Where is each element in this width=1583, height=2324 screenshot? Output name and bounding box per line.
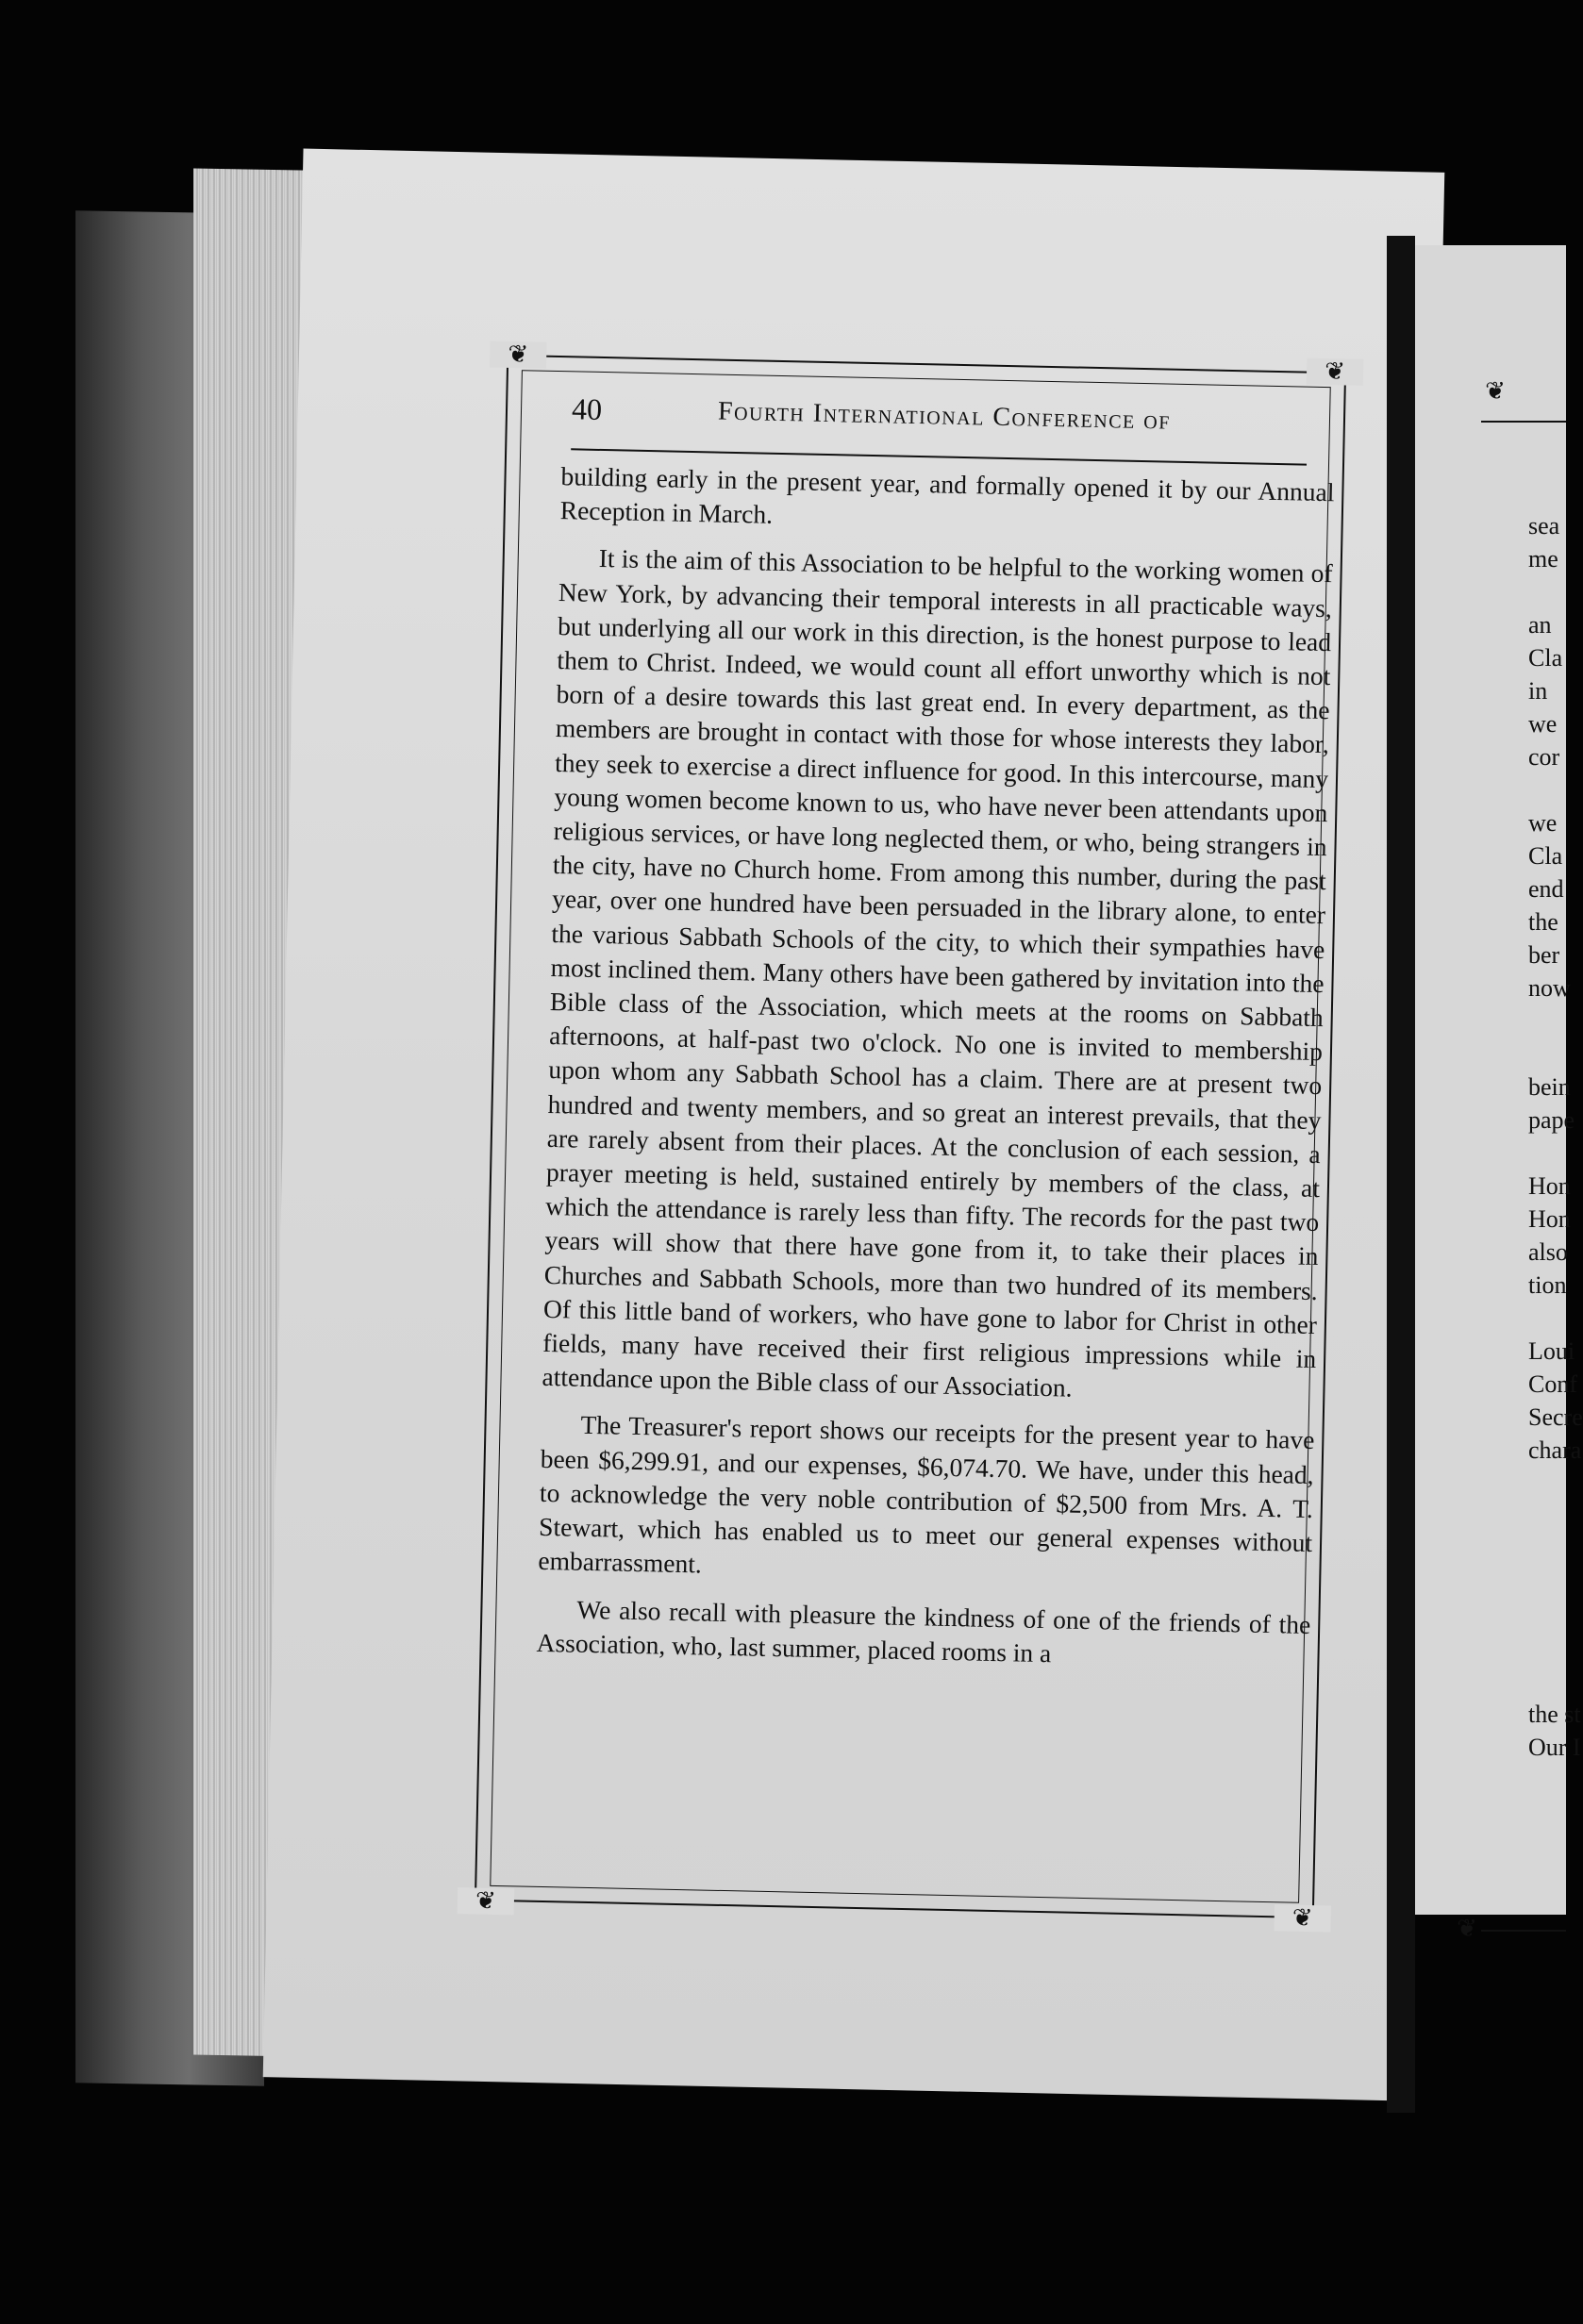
facing-page-fragment [1528,1665,1566,1698]
corner-ornament-bottom-right: ❦ [1274,1904,1331,1932]
facing-page-fragment: in [1528,677,1548,705]
facing-page-fragment [1528,1004,1566,1038]
facing-page-fragment: bein [1528,1073,1571,1101]
corner-ornament-top-right: ❦ [1307,358,1364,386]
facing-page-fragment: tion [1528,1271,1567,1299]
facing-page-fragment [1528,1137,1566,1170]
facing-page-fragment: Conf [1528,1370,1577,1398]
corner-ornament-bottom-left: ❦ [458,1887,515,1915]
facing-page-fragment: we [1528,809,1558,837]
facing-page-fragment [1528,1500,1566,1533]
body-text [536,459,1335,1689]
book-gutter [1387,236,1415,2113]
facing-page-fragment [1528,1533,1566,1566]
facing-page-fragment: also [1528,1238,1568,1266]
facing-page-fragment: Hon [1528,1205,1571,1233]
facing-page-fragment: Hon [1528,1172,1571,1200]
facing-page-fragment: Cla [1528,842,1563,870]
facing-page-fragment: Cla [1528,644,1563,672]
paragraph: It is the aim of this Association to be helpful to the working women of New York, by advancing their temporal interests in all practicable ways, but underlying all our work in this direction, is the honest purpose to lead them to Christ. Indeed, we would count all effort unworthy which is not born of a desire towards this last great end. In every department, as the members are brought in contact with those for whose interests they labor, they seek to exercise a direct influence for good. In this intercourse, many young women become known to us, who have never been attendants upon religious services, or have long neglected them, or who, being strangers in the city, have no Church home. From among this number, during the past year, over one hundred have been persuaded in the library alone, to enter the various Sabbath Schools of the city, to which their sympathies have most inclined them. Many others have been gathered by invitation into the Bible class of the Association, which meets at the rooms on Sabbath afternoons, at half-past two o'clock. No one is invited to membership upon whom any Sabbath School has a claim. There are at present two hundred and twenty members, and so great an interest prevails, that they are rarely absent from their places. At the conclusion of each session, a prayer meeting is held, sustained entirely by members of the class, at which the attendance is rarely less than fifty. The records for the past two years will show that there have gone from it, to take their places in Churches and Sabbath Schools, more than two hundred of its members. Of this little band of workers, who have gone to labor for Christ in other fields, many have received their first religious impressions while in attendance upon the Bible class of our Association. [542,543,1333,1403]
facing-page-fragment: end [1528,875,1564,903]
facing-page-fragment: the st [1528,1701,1581,1728]
facing-page-fragment: the [1528,908,1558,936]
page-frame [475,340,1346,1933]
facing-page-rule-bottom [1481,1930,1566,1932]
page-number: 40 [571,391,603,426]
facing-corner-ornament-top: ❦ [1485,377,1506,405]
facing-page-fragment [1528,773,1566,806]
facing-page-rule-top [1481,421,1566,423]
facing-page-fragment: now [1528,974,1571,1002]
facing-page-text [1528,509,1583,1764]
facing-page-fragment [1528,1566,1566,1599]
running-head: Fourth International Conference of [717,396,1172,436]
corner-ornament-top-left: ❦ [490,340,547,368]
facing-page-fragment: we [1528,710,1558,738]
facing-page-fragment: an [1528,611,1552,639]
facing-page-fragment: cor [1528,743,1560,771]
facing-page-fragment: Secre [1528,1403,1583,1431]
paragraph: building early in the present year, and formally opened it by our Annual Reception in March. [559,461,1335,529]
facing-page-fragment [1528,575,1566,608]
facing-page-fragment: ber [1528,941,1560,969]
facing-page-fragment: Loui [1528,1337,1575,1365]
facing-page-fragment: pape [1528,1106,1575,1134]
paragraph: We also recall with pleasure the kindness of one of the friends of the Association, who, last summer, placed rooms in a [536,1594,1311,1668]
facing-page-fragment: sea [1528,512,1560,540]
facing-page-fragment [1528,1467,1566,1500]
facing-page-fragment [1528,1632,1566,1665]
facing-corner-ornament-bottom: ❦ [1457,1915,1477,1942]
paragraph: The Treasurer's report shows our receipts for the present year to have been $6,299.91, and our expenses, $6,074.70. We have, under this head, to acknowledge the very noble contribution of $2,500 from Mrs. A. T. Stewart, which has enabled us to meet our general expenses without embarrassment. [538,1410,1315,1579]
facing-page-fragment [1528,1302,1566,1335]
facing-page-fragment: me [1528,545,1558,573]
facing-page-fragment: chara [1528,1436,1582,1464]
facing-page-fragment: Our I [1528,1734,1581,1761]
facing-page-fragment [1528,1599,1566,1632]
facing-page-fragment [1528,1038,1566,1071]
